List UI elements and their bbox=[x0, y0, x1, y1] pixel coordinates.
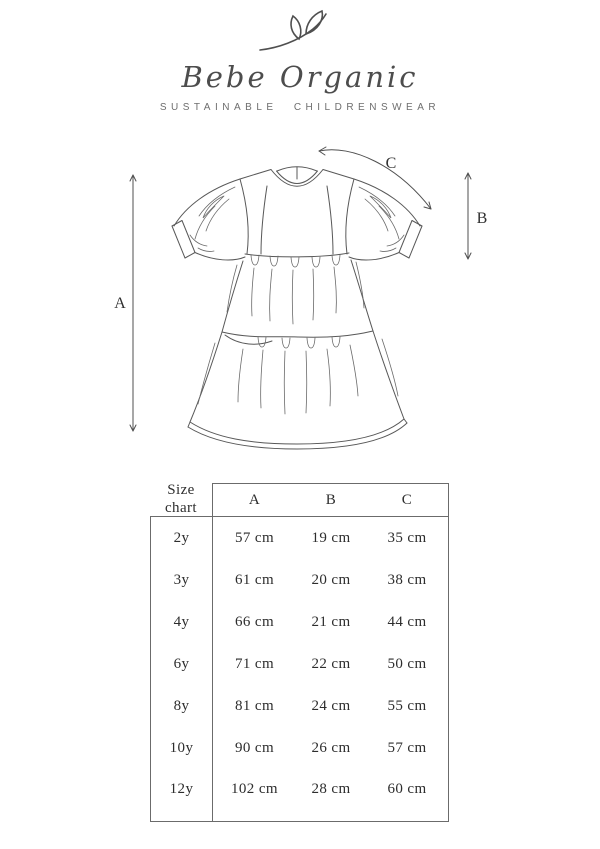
measurement-b: 24 cm bbox=[311, 697, 351, 714]
size-label: 10y bbox=[150, 727, 213, 769]
measurement-c: 55 cm bbox=[366, 685, 449, 727]
measure-a-label: A bbox=[114, 295, 126, 312]
column-header-c: C bbox=[366, 483, 449, 517]
measurement-b: 28 cm bbox=[296, 769, 366, 822]
column-header-b: B bbox=[296, 483, 366, 517]
column-header-a: A bbox=[213, 483, 296, 517]
measurement-b: 26 cm bbox=[311, 739, 351, 756]
measurement-a: 102 cm bbox=[213, 769, 296, 822]
size-label: 3y bbox=[150, 559, 213, 601]
measurement-b: 21 cm bbox=[311, 613, 351, 630]
measure-c-arrow bbox=[319, 147, 431, 209]
dress-sketch bbox=[172, 167, 422, 449]
leaf-sprig-icon bbox=[253, 8, 347, 60]
fabric-wrinkle-lines bbox=[190, 187, 404, 414]
measurement-a: 61 cm bbox=[234, 571, 275, 588]
measurement-arrows bbox=[130, 147, 471, 431]
brand-name: Bebe Organic bbox=[181, 60, 419, 94]
measurement-c: 44 cm bbox=[366, 601, 449, 643]
measurement-c: 38 cm bbox=[366, 559, 449, 601]
measure-b-arrow bbox=[465, 173, 471, 259]
size-label: 4y bbox=[150, 601, 213, 643]
measurement-a: 90 cm bbox=[234, 739, 275, 756]
size-label: 12y bbox=[150, 769, 213, 822]
size-label: 6y bbox=[150, 643, 213, 685]
dress-measurement-diagram bbox=[0, 140, 600, 470]
measurement-a: 71 cm bbox=[234, 655, 275, 672]
measure-a-arrow bbox=[130, 175, 136, 431]
measurement-c: 50 cm bbox=[366, 643, 449, 685]
table-corner-label: Size chart bbox=[150, 483, 213, 517]
measure-b-label: B bbox=[476, 210, 488, 227]
measurement-c: 60 cm bbox=[366, 769, 449, 822]
size-label: 2y bbox=[150, 517, 213, 559]
measurement-c: 35 cm bbox=[366, 517, 449, 559]
size-label: 8y bbox=[150, 685, 213, 727]
size-chart-table bbox=[150, 483, 449, 822]
measurement-b: 19 cm bbox=[311, 529, 351, 546]
measure-c-label: C bbox=[385, 155, 397, 172]
measurement-c: 57 cm bbox=[366, 727, 449, 769]
measurement-b: 22 cm bbox=[311, 655, 351, 672]
measurement-a: 57 cm bbox=[234, 529, 275, 546]
measurement-a: 81 cm bbox=[234, 697, 275, 714]
measurement-b: 20 cm bbox=[311, 571, 351, 588]
brand-tagline: SUSTAINABLE CHILDRENSWEAR bbox=[159, 102, 441, 113]
measurement-a: 66 cm bbox=[234, 613, 275, 630]
